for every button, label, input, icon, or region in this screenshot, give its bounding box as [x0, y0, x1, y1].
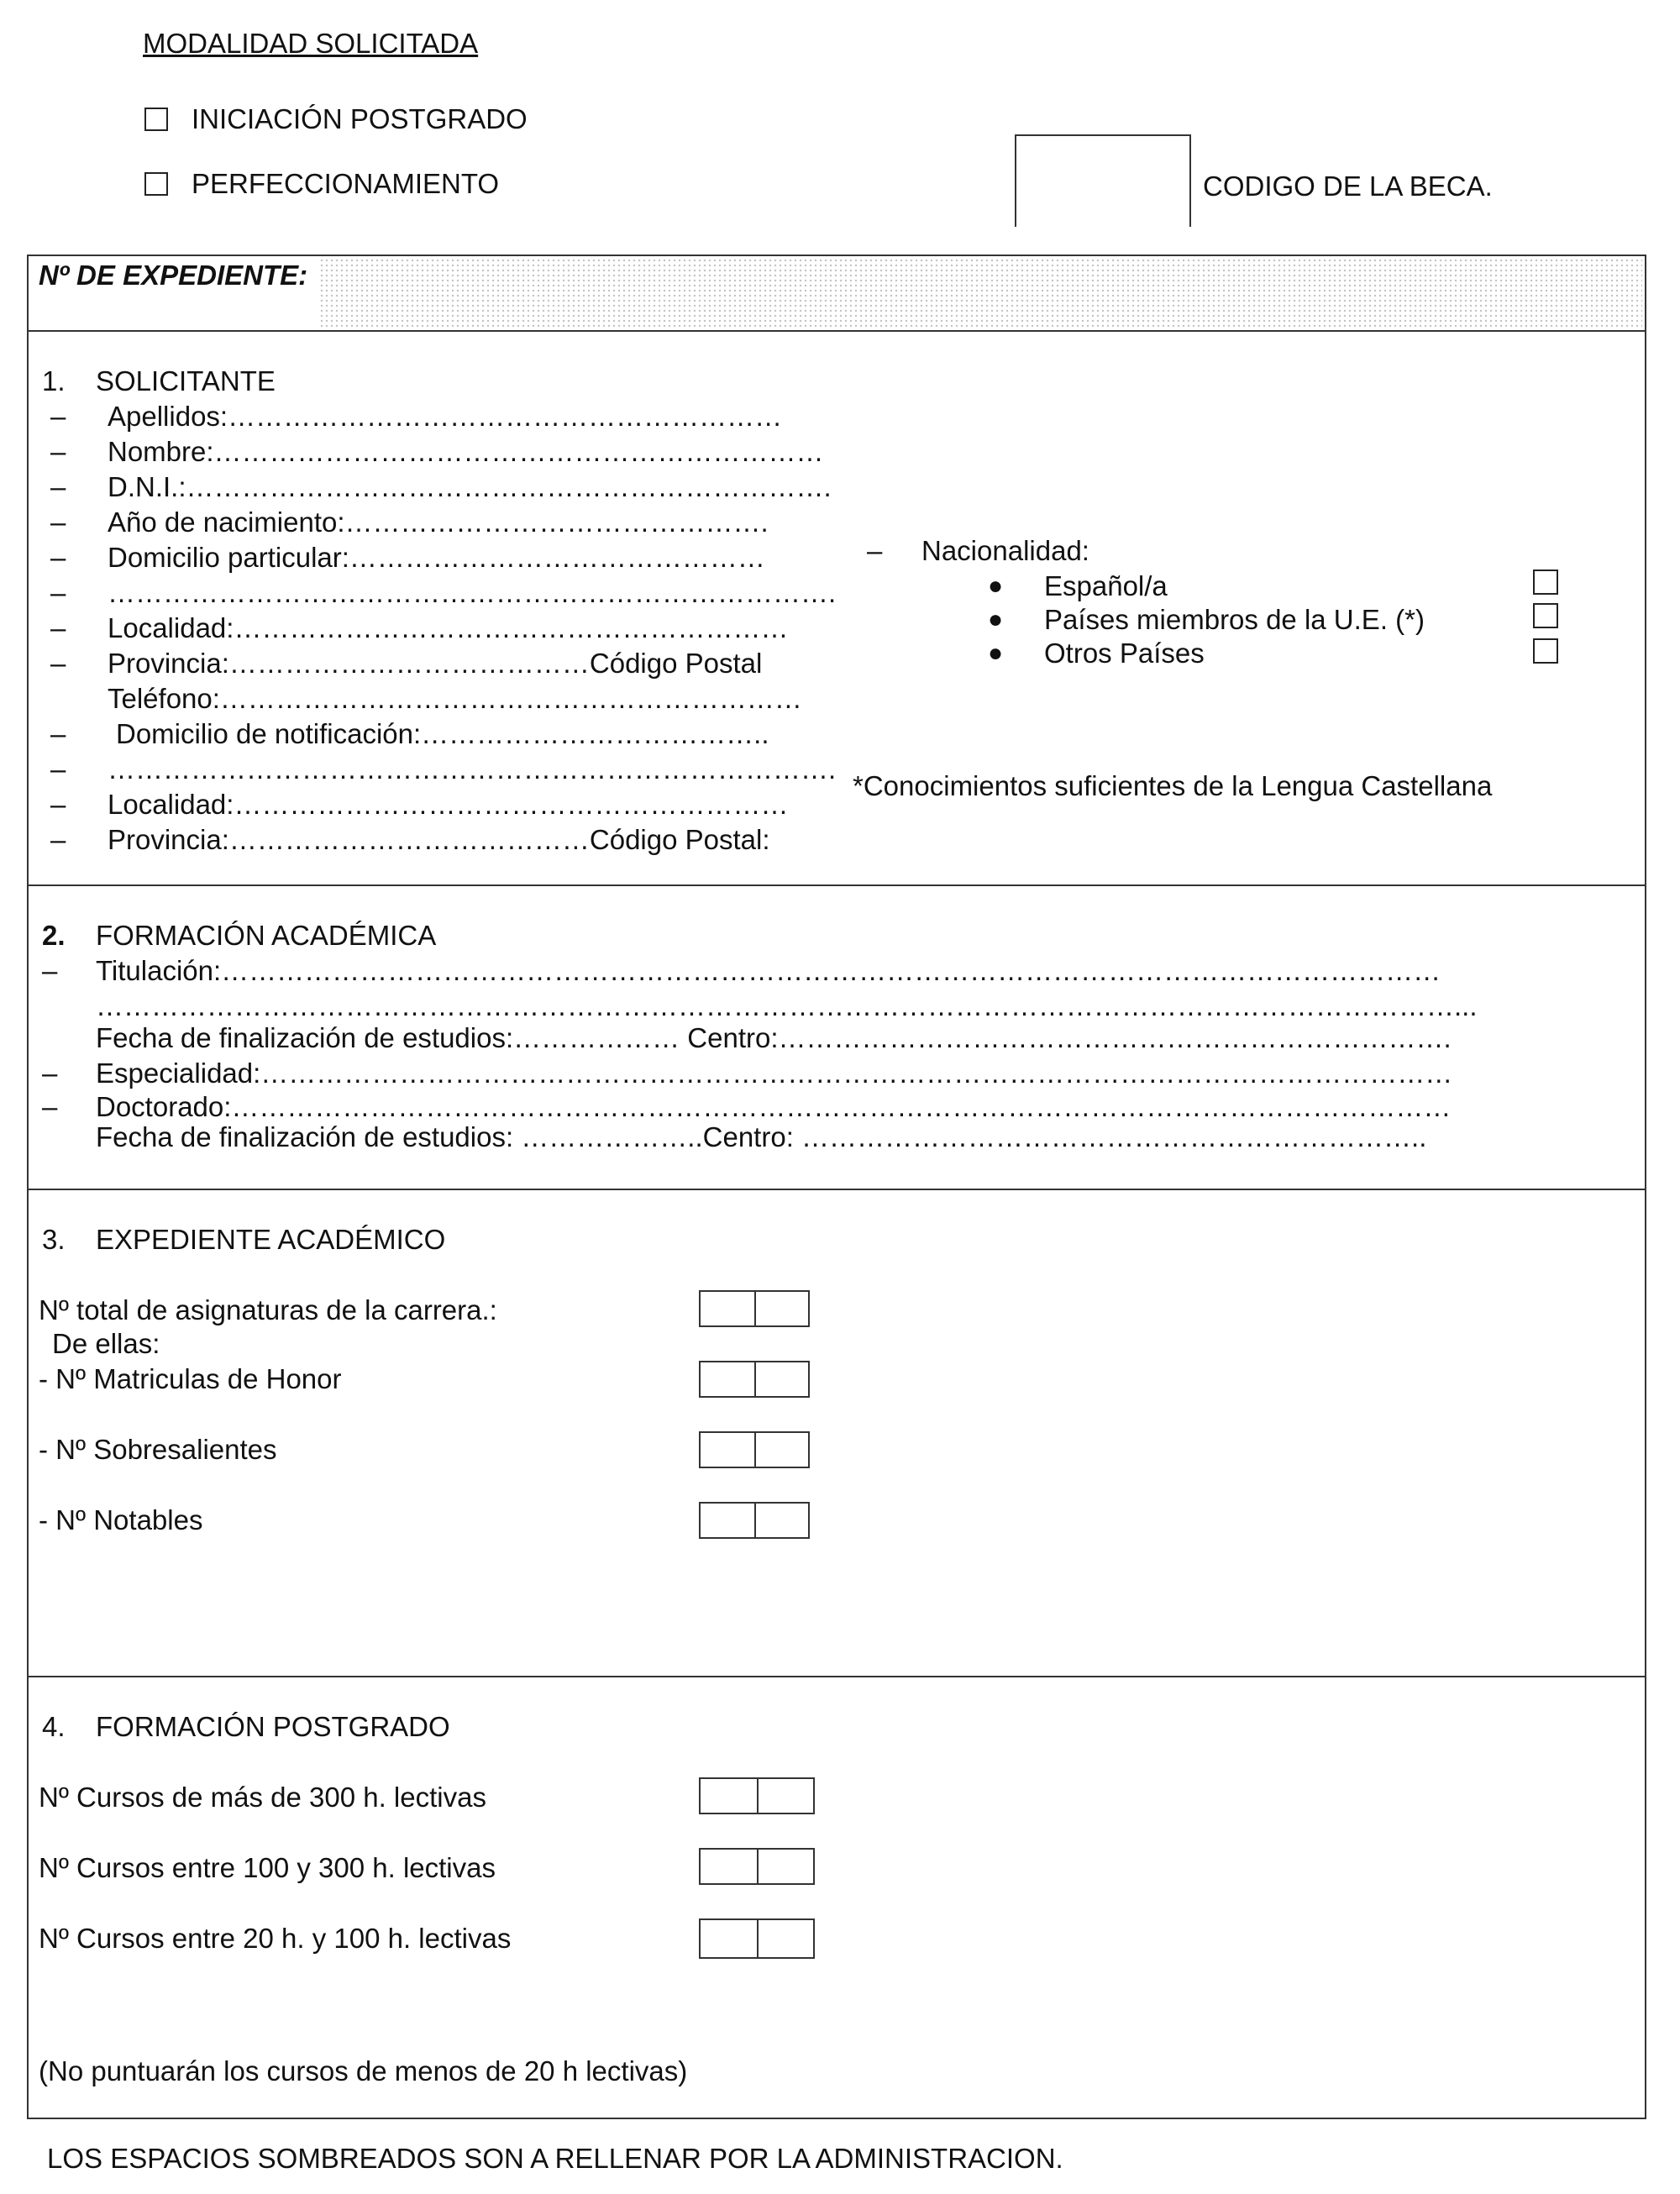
domicilio-notificacion-cont-field[interactable]: ……………………………………………………………………. — [108, 753, 837, 785]
cursos-100-input[interactable] — [699, 1848, 815, 1885]
localidad2-field[interactable]: Localidad:…………………………………………………… — [108, 789, 789, 820]
perfeccionamiento-label: PERFECCIONAMIENTO — [192, 168, 500, 199]
modalidad-title: MODALIDAD SOLICITADA — [143, 28, 479, 59]
codigo-beca-label: CODIGO DE LA BECA. — [1203, 171, 1493, 202]
codigo-beca-box[interactable] — [1015, 134, 1191, 227]
total-asignaturas-label: Nº total de asignaturas de la carrera.: — [39, 1294, 497, 1325]
iniciacion-checkbox[interactable] — [144, 108, 168, 131]
s1-title: SOLICITANTE — [96, 365, 276, 396]
cursos-note: (No puntuarán los cursos de menos de 20 h lectivas) — [39, 2055, 688, 2086]
nacionalidad-label: Nacionalidad: — [921, 535, 1089, 566]
titulacion-field[interactable]: Titulación:…………………………………………………………………………………………………………………… — [96, 955, 1441, 986]
cursos-20-input[interactable] — [699, 1918, 815, 1959]
s2-number: 2. — [42, 920, 66, 951]
dash: – — [867, 535, 883, 566]
footer-note: LOS ESPACIOS SOMBREADOS SON A RELLENAR POR LA ADMINISTRACION. — [47, 2143, 1063, 2174]
perfeccionamiento-checkbox[interactable] — [144, 172, 168, 196]
nacionalidad-espanol-checkbox[interactable] — [1533, 569, 1558, 595]
divider — [27, 330, 1646, 332]
titulacion-cont-field[interactable]: …………………………………………………………………………………………………………………………………... — [96, 990, 1478, 1021]
dash: – — [42, 1058, 58, 1089]
domicilio-field[interactable]: Domicilio particular:……………………………………… — [108, 542, 765, 573]
sobresalientes-input[interactable] — [699, 1431, 810, 1468]
iniciacion-label: INICIACIÓN POSTGRADO — [192, 103, 528, 134]
bullet: ● — [988, 606, 1004, 633]
matriculas-label: - Nº Matriculas de Honor — [39, 1363, 342, 1394]
s1-number: 1. — [42, 365, 66, 396]
bullet: ● — [988, 639, 1004, 667]
cursos-20-label: Nº Cursos entre 20 h. y 100 h. lectivas — [39, 1923, 512, 1954]
especialidad-field[interactable]: Especialidad:………………………………………………………………………………………………………………… — [96, 1058, 1453, 1089]
s3-number: 3. — [42, 1224, 66, 1255]
telefono-field[interactable]: Teléfono:……………………………………………………… — [108, 683, 802, 714]
s3-title: EXPEDIENTE ACADÉMICO — [96, 1224, 446, 1255]
dash: – — [42, 955, 58, 986]
dash: – — [50, 718, 66, 749]
dash: – — [50, 471, 66, 502]
notables-label: - Nº Notables — [39, 1504, 203, 1535]
de-ellas-label: De ellas: — [52, 1328, 160, 1359]
dash: – — [50, 577, 66, 608]
bullet: ● — [988, 572, 1004, 600]
dash: – — [50, 542, 66, 573]
domicilio-notificacion-field[interactable]: Domicilio de notificación:……………………………….. — [116, 718, 769, 749]
dash: – — [42, 1091, 58, 1122]
divider — [27, 1189, 1646, 1190]
nacionalidad-ue-checkbox[interactable] — [1533, 603, 1558, 628]
divider — [27, 1676, 1646, 1677]
dni-field[interactable]: D.N.I.:……………………………………………………………. — [108, 471, 832, 502]
cursos-300-label: Nº Cursos de más de 300 h. lectivas — [39, 1782, 486, 1813]
s4-number: 4. — [42, 1711, 66, 1742]
nacionalidad-otros-label: Otros Países — [1044, 638, 1205, 669]
cursos-100-label: Nº Cursos entre 100 y 300 h. lectivas — [39, 1852, 496, 1883]
dash: – — [50, 612, 66, 643]
nacionalidad-espanol-label: Español/a — [1044, 570, 1168, 601]
castellano-note: *Conocimientos suficientes de la Lengua Castellana — [853, 770, 1493, 801]
total-asignaturas-input[interactable] — [699, 1290, 810, 1327]
dash: – — [50, 648, 66, 679]
dash: – — [50, 824, 66, 855]
expediente-label: Nº DE EXPEDIENTE: — [39, 260, 308, 291]
provincia-field[interactable]: Provincia:…………………………………Código Postal — [108, 648, 763, 679]
matriculas-input[interactable] — [699, 1361, 810, 1398]
dash: – — [50, 789, 66, 820]
doctorado-field[interactable]: Doctorado:…………………………………………………………………………………………………………………… — [96, 1091, 1452, 1122]
provincia2-field[interactable]: Provincia:…………………………………Código Postal: — [108, 824, 770, 855]
anio-nacimiento-field[interactable]: Año de nacimiento:………………………………………. — [108, 507, 769, 538]
dash: – — [50, 401, 66, 432]
localidad-field[interactable]: Localidad:…………………………………………………… — [108, 612, 789, 643]
nombre-field[interactable]: Nombre:………………………………………………………… — [108, 436, 824, 467]
s2-title: FORMACIÓN ACADÉMICA — [96, 920, 437, 951]
sobresalientes-label: - Nº Sobresalientes — [39, 1434, 277, 1465]
fecha-finalizacion-doctorado-field[interactable]: Fecha de finalización de estudios: ………………..Centro: ………………………………………………………….. — [96, 1121, 1427, 1152]
shaded-admin-area — [319, 258, 1642, 332]
dash: – — [50, 436, 66, 467]
divider — [27, 884, 1646, 886]
dash: – — [50, 753, 66, 785]
s4-title: FORMACIÓN POSTGRADO — [96, 1711, 450, 1742]
cursos-300-input[interactable] — [699, 1777, 815, 1814]
domicilio-cont-field[interactable]: ……………………………………………………………………. — [108, 577, 837, 608]
notables-input[interactable] — [699, 1502, 810, 1539]
nacionalidad-ue-label: Países miembros de la U.E. (*) — [1044, 604, 1425, 635]
fecha-finalizacion-field[interactable]: Fecha de finalización de estudios:……………… Centro:………………………………………………………………. — [96, 1022, 1452, 1053]
apellidos-field[interactable]: Apellidos:…………………………………………………… — [108, 401, 783, 432]
dash: – — [50, 507, 66, 538]
nacionalidad-otros-checkbox[interactable] — [1533, 638, 1558, 664]
